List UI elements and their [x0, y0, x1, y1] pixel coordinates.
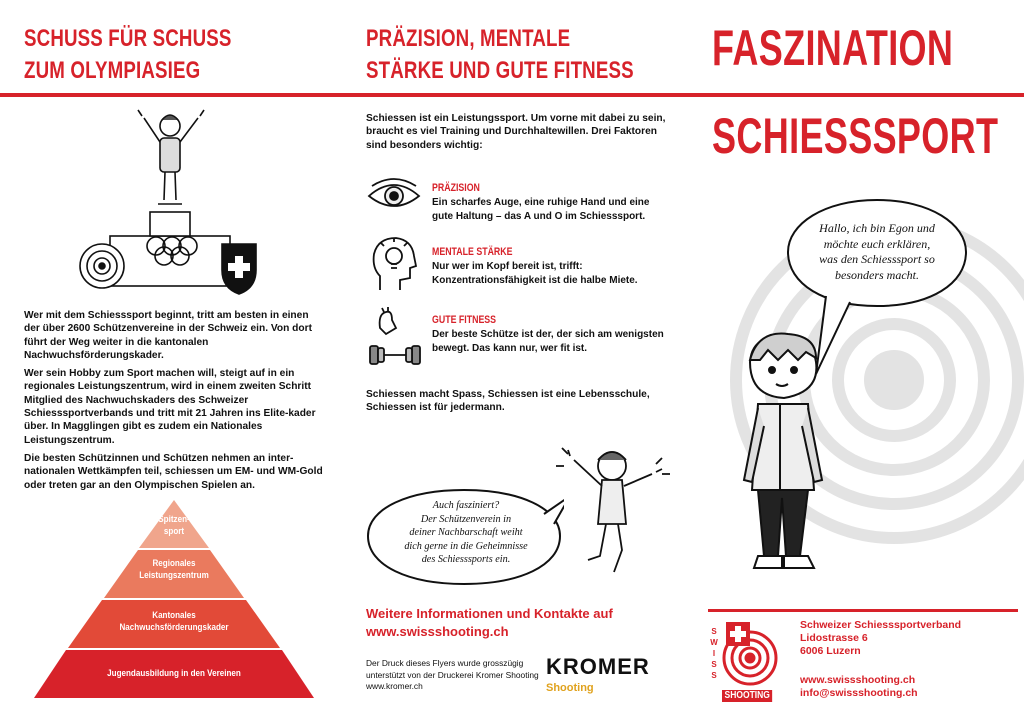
pyramid-label-2: Regionales Leistungszentrum [139, 558, 209, 581]
panel-olympic-path [0, 0, 340, 708]
cover-title-line1: FASZINATION [712, 20, 954, 76]
fitness-dumbbell-icon [366, 306, 424, 368]
org-name: Schweizer Schiesssportverband [800, 619, 962, 631]
factor-text: Ein scharfes Auge, eine ruhige Hand und eine gute Haltung – das A und O im Schiesssport. [432, 197, 650, 222]
print-note: Der Druck dieses Flyers wurde grosszügig unterstützt von der Druckerei Kromer Shooting www.kromer.ch [366, 658, 539, 691]
pyramid-label-3: Kantonales Nachwuchsförderungskader [119, 610, 229, 633]
podium-illustration [70, 108, 270, 298]
mind-lightbulb-icon [370, 234, 418, 294]
factor-text: Nur wer im Kopf bereit ist, trifft: Konzentrationsfähigkeit ist die halbe Miete. [432, 261, 638, 286]
panel-cover [688, 0, 1024, 708]
bubble-text-invite: Auch fasziniert? Der Schützenverein in deiner Nachbarschaft weiht dich gerne in die Geheimnisse des Schiesssports ein. [404, 500, 528, 565]
kromer-logo-word: KROMER [546, 654, 650, 679]
swiss-shooting-logo [708, 618, 784, 702]
street: Lidostrasse 6 [800, 632, 868, 644]
panel1-heading-line1: SCHUSS FÜR SCHUSS [24, 25, 232, 52]
email-link[interactable]: info@swissshooting.ch [800, 687, 918, 699]
factor-title: PRÄZISION [432, 182, 480, 194]
web-link[interactable]: www.swissshooting.ch [800, 674, 916, 686]
pyramid-label-4: Jugendausbildung in den Vereinen [107, 668, 241, 679]
factor-title: GUTE FITNESS [432, 314, 497, 326]
kromer-link[interactable]: www.kromer.ch [366, 681, 423, 691]
panel1-paragraph: Wer sein Hobby zum Sport machen will, steigt auf in ein regionales Leistungszentrum, wird in einem zweiten Schritt Mitglied des Nachwuchskaders des Schweizer Schiesssportverbands und tritt mit 21 Jahren ins Elite-kader über. In Magglingen gibt es zudem ein Nationales Leistungszentrum. [24, 368, 316, 446]
jumping-boy-illustration [552, 438, 682, 588]
website-link[interactable]: www.swissshooting.ch [366, 624, 509, 639]
eye-icon [366, 176, 422, 216]
address-block [800, 619, 961, 658]
contact-block [800, 674, 918, 700]
factor-text: Der beste Schütze ist der, der sich am wenigsten bewegt. Das kann nur, wer fit ist. [432, 329, 664, 354]
pyramid-label-1: Spitzen- sport [158, 514, 190, 537]
panel2-intro: Schiessen ist ein Leistungssport. Um vorne mit dabei zu sein, braucht es viel Training und Durchhaltewillen. Drei Faktoren sind besonders wichtig: [366, 113, 666, 151]
factor-title: MENTALE STÄRKE [432, 246, 513, 258]
career-pyramid [24, 500, 324, 700]
panel2-heading-line2: STÄRKE UND GUTE FITNESS [366, 57, 634, 84]
footer-rule [708, 609, 1018, 612]
factor-precision [432, 178, 672, 223]
kromer-logo [546, 654, 650, 694]
factor-mental [432, 242, 672, 287]
cover-title-line2: SCHIESSSPORT [712, 108, 999, 164]
panel1-paragraph: Die besten Schützinnen und Schützen nehmen an inter-nationalen Wettkämpfen teil, schiessen um EM- und WM-Gold oder treten gar an den Olympischen Spielen an. [24, 452, 323, 491]
bubble-text-egon: Hallo, ich bin Egon und möchte euch erklären, was den Schiesssport so besonders macht. [819, 221, 935, 282]
panel-factors [342, 0, 684, 708]
egon-character-illustration [728, 330, 838, 576]
panel1-body [24, 309, 324, 497]
city: 6006 Luzern [800, 645, 861, 657]
more-info-text: Weitere Informationen und Kontakte auf [366, 606, 613, 621]
panel2-closing: Schiessen macht Spass, Schiessen ist eine Lebensschule, Schiessen ist für jedermann. [366, 389, 650, 414]
panel2-heading-line1: PRÄZISION, MENTALE [366, 25, 571, 52]
kromer-logo-sub: Shooting [546, 682, 594, 694]
panel1-heading-line2: ZUM OLYMPIASIEG [24, 57, 201, 84]
factor-fitness [432, 310, 672, 355]
logo-vertical-text: S W I S S [710, 627, 718, 680]
panel1-paragraph: Wer mit dem Schiesssport beginnt, tritt am besten in einen der über 2600 Schützenvereine in der Schweiz ein. Von dort führt der Weg weiter in die kantonalen Nachwuchsförderungskader. [24, 310, 312, 361]
logo-word: SHOOTING [722, 690, 772, 702]
